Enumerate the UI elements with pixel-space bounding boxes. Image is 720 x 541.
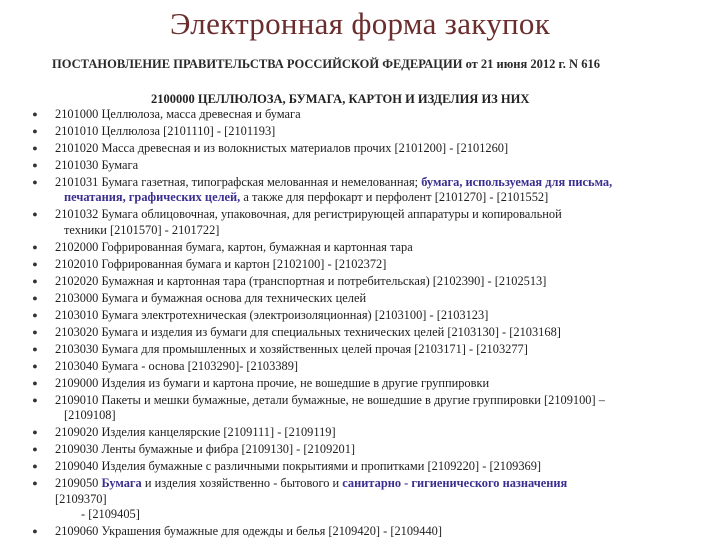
bullet-icon: ●: [32, 394, 38, 405]
list-item: ● 2101030 Бумага: [0, 158, 720, 173]
bullet-icon: ●: [32, 309, 38, 320]
bullet-icon: ●: [32, 160, 38, 170]
bullet-icon: ●: [32, 143, 38, 153]
highlighted-text: печатания, графических целей,: [64, 190, 241, 205]
decree-subtitle: ПОСТАНОВЛЕНИЕ ПРАВИТЕЛЬСТВА РОССИЙСКОЙ ФЕДЕРАЦИИ от 21 июня 2012 г. N 616: [52, 57, 600, 71]
item-text: и изделия хозяйственно - бытового и: [141, 476, 343, 491]
bullet-icon: ●: [32, 241, 38, 252]
list-item: ● 2103040 Бумага - основа [2103290]- [2103389]: [0, 359, 720, 374]
list-item: ● 2109040 Изделия бумажные с различными покрытиями и пропитками [2109220] - [2109369]: [0, 459, 720, 474]
bullet-icon: ●: [32, 377, 38, 388]
bullet-icon: ●: [32, 427, 38, 438]
bullet-icon: ●: [32, 258, 38, 269]
bullet-icon: ●: [32, 326, 38, 337]
item-text: 2109050: [55, 476, 102, 491]
list-item: ● 2102000 Гофрированная бумага, картон, бумажная и картонная тара: [0, 240, 720, 255]
list-item: ● 2101020 Масса древесная и из волокнистых материалов прочих [2101200] - [2101260]: [0, 141, 720, 156]
bullet-icon: ●: [32, 292, 38, 303]
bullet-icon: ●: [32, 126, 38, 136]
list-item: ● 2103000 Бумага и бумажная основа для технических целей: [0, 291, 720, 306]
bullet-icon: ●: [32, 526, 38, 537]
list-item: ● 2109030 Ленты бумажные и фибра [2109130] - [2109201]: [0, 442, 720, 457]
list-item: ● 2103030 Бумага для промышленных и хозяйственных целей прочая [2103171] - [2103277]: [0, 342, 720, 357]
list-item: ● 2102020 Бумажная и картонная тара (транспортная и потребительская) [2102390] - [2102513]: [0, 274, 720, 289]
list-item: ● 2101032 Бумага облицовочная, упаковочная, для регистрирующей аппаратуры и копировальной техники [2101570] - 2101722]: [0, 207, 720, 238]
list-item: ● 2102010 Гофрированная бумага и картон [2102100] - [2102372]: [0, 257, 720, 272]
bullet-icon: ●: [32, 360, 38, 371]
okdp-code-list: [0, 107, 720, 541]
highlighted-text: Бумага: [101, 476, 142, 491]
list-item: ● 2109000 Изделия из бумаги и картона прочие, не вошедшие в другие группировки: [0, 376, 720, 391]
list-item: ● 2109050 Бумага и изделия хозяйственно - бытового и санитарно - гигиенического назначения [2109370] - [2109405]: [0, 476, 720, 522]
list-item: ● 2103010 Бумага электротехническая (электроизоляционная) [2103100] - [2103123]: [0, 308, 720, 323]
list-item: ● 2109010 Пакеты и мешки бумажные, детали бумажные, не вошедшие в другие группировки [2109100] – [2109108]: [0, 393, 720, 424]
list-item: ● 2101010 Целлюлоза [2101110] - [2101193]: [0, 124, 720, 139]
bullet-icon: ●: [32, 461, 38, 472]
list-item: ● 2109060 Украшения бумажные для одежды и белья [2109420] - [2109440]: [0, 524, 720, 539]
bullet-icon: ●: [32, 275, 38, 286]
item-text: 2101031 Бумага газетная, типографская мелованная и немелованная;: [55, 175, 422, 189]
list-item: ● 2103020 Бумага и изделия из бумаги для специальных технических целей [2103130] - [2103168]: [0, 325, 720, 340]
list-item: [0, 175, 720, 206]
highlighted-text: санитарно - гигиенического назначения: [342, 476, 568, 491]
bullet-icon: ●: [32, 109, 38, 119]
list-item: ● 2109020 Изделия канцелярские [2109111] - [2109119]: [0, 425, 720, 440]
bullet-icon: ●: [32, 209, 38, 220]
page-title: Электронная форма закупок: [169, 6, 551, 41]
bullet-icon: ●: [32, 177, 38, 187]
bullet-icon: ●: [32, 343, 38, 354]
bullet-icon: ●: [32, 444, 38, 455]
bullet-icon: ●: [32, 478, 38, 489]
item-text: а также для перфокарт и перфолент [2101270] - [2101552]: [240, 190, 549, 205]
list-item: ● 2101000 Целлюлоза, масса древесная и бумага: [0, 107, 720, 122]
section-heading: 2100000 ЦЕЛЛЮЛОЗА, БУМАГА, КАРТОН И ИЗДЕЛИЯ ИЗ НИХ: [151, 92, 530, 106]
highlighted-text: бумага, используемая для письма,: [421, 175, 613, 189]
